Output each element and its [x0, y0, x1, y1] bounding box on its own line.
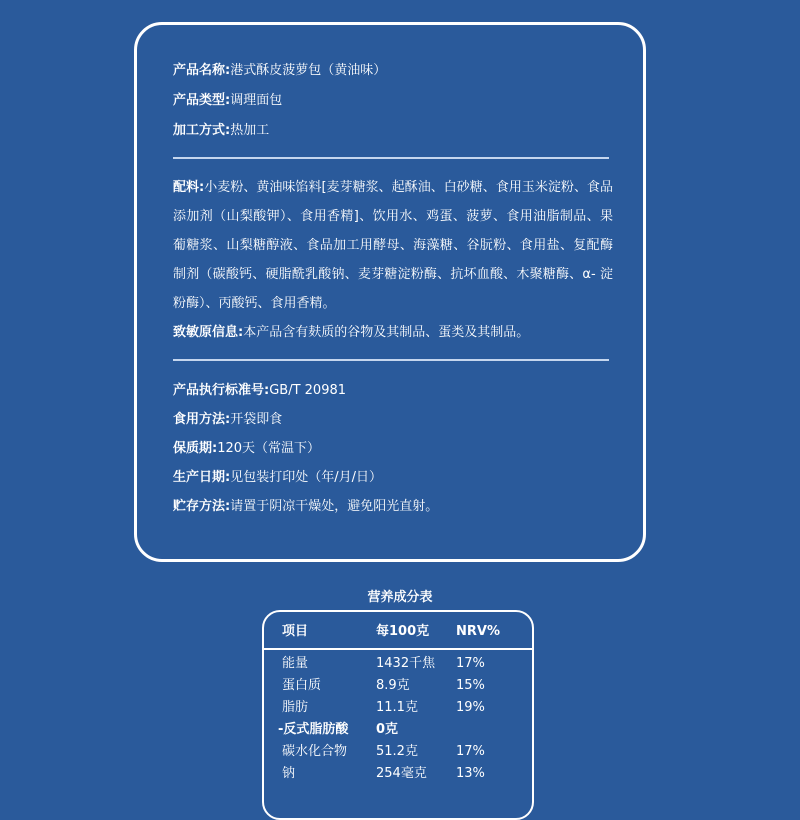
nutrition-row-sodium-nrv: 13% [456, 766, 485, 781]
usage-row [173, 410, 609, 430]
production-date-value: 见包装打印处（年/月/日） [230, 470, 382, 485]
nutrition-row-trans-fat-item: -反式脂肪酸 [278, 722, 349, 737]
ingredients-label: 配料: [173, 180, 205, 195]
nutrition-header-amount: 每100克 [376, 624, 430, 639]
nutrition-row-carbohydrate-item: 碳水化合物 [282, 744, 348, 759]
product-info-card [134, 22, 646, 562]
process-method-label: 加工方式: [173, 123, 231, 138]
standard-label: 产品执行标准号: [173, 383, 270, 398]
process-method-value: 热加工 [230, 123, 270, 138]
product-name-label: 产品名称: [173, 63, 231, 78]
product-type-label: 产品类型: [173, 93, 231, 108]
nutrition-row-protein-nrv: 15% [456, 678, 485, 693]
divider-top [173, 157, 609, 159]
shelf-life-row [173, 439, 609, 459]
product-name-value: 港式酥皮菠萝包（黄油味） [230, 63, 387, 78]
nutrition-row-carbohydrate-nrv: 17% [456, 744, 485, 759]
allergen-row [173, 323, 609, 343]
production-date-row [173, 468, 609, 488]
ingredients-text: 小麦粉、黄油味馅料[麦芽糖浆、起酥油、白砂糖、食用玉米淀粉、食品添加剂（山梨酸钾）、食用香精]、饮用水、鸡蛋、菠萝、食用油脂制品、果葡糖浆、山梨糖醇液、食品加工用酵母、海藻糖、谷朊粉、食用盐、复配酶制剂（碳酸钙、硬脂酰乳酸钠、麦芽糖淀粉酶、抗坏血酸、木聚糖酶、α- 淀粉酶）、丙酸钙、食用香精。 [173, 180, 613, 311]
usage-label: 食用方法: [173, 412, 231, 427]
nutrition-header-nrv: NRV% [456, 624, 500, 639]
production-date-label: 生产日期: [173, 470, 231, 485]
nutrition-row-energy-item: 能量 [282, 656, 309, 671]
standard-row [173, 381, 609, 401]
shelf-life-label: 保质期: [173, 441, 218, 456]
product-name-row [173, 61, 609, 81]
nutrition-table [262, 610, 534, 820]
storage-label: 贮存方法: [173, 499, 231, 514]
nutrition-header-item: 项目 [282, 624, 309, 639]
nutrition-row-energy-nrv: 17% [456, 656, 485, 671]
nutrition-row-carbohydrate-amount: 51.2克 [376, 744, 418, 759]
nutrition-row-trans-fat-amount: 0克 [376, 722, 399, 737]
storage-value: 请置于阴凉干燥处，避免阳光直射。 [230, 499, 439, 514]
storage-row [173, 497, 609, 517]
shelf-life-value: 120天（常温下） [217, 441, 321, 456]
process-method-row [173, 121, 609, 141]
product-type-row [173, 91, 609, 111]
nutrition-title: 营养成分表 [367, 590, 433, 605]
nutrition-row-energy-amount: 1432千焦 [376, 656, 436, 671]
allergen-label: 致敏原信息: [173, 325, 244, 340]
product-type-value: 调理面包 [230, 93, 283, 108]
nutrition-row-fat-nrv: 19% [456, 700, 485, 715]
nutrition-row-fat-item: 脂肪 [282, 700, 309, 715]
nutrition-row-sodium-amount: 254毫克 [376, 766, 427, 781]
ingredients-paragraph [173, 173, 613, 318]
nutrition-header-divider [264, 648, 532, 650]
divider-middle [173, 359, 609, 361]
nutrition-row-sodium-item: 钠 [282, 766, 296, 781]
nutrition-row-protein-item: 蛋白质 [282, 678, 322, 693]
usage-value: 开袋即食 [230, 412, 283, 427]
standard-value: GB/T 20981 [269, 383, 347, 398]
nutrition-row-fat-amount: 11.1克 [376, 700, 418, 715]
nutrition-row-protein-amount: 8.9克 [376, 678, 410, 693]
allergen-text: 本产品含有麸质的谷物及其制品、蛋类及其制品。 [243, 325, 530, 340]
